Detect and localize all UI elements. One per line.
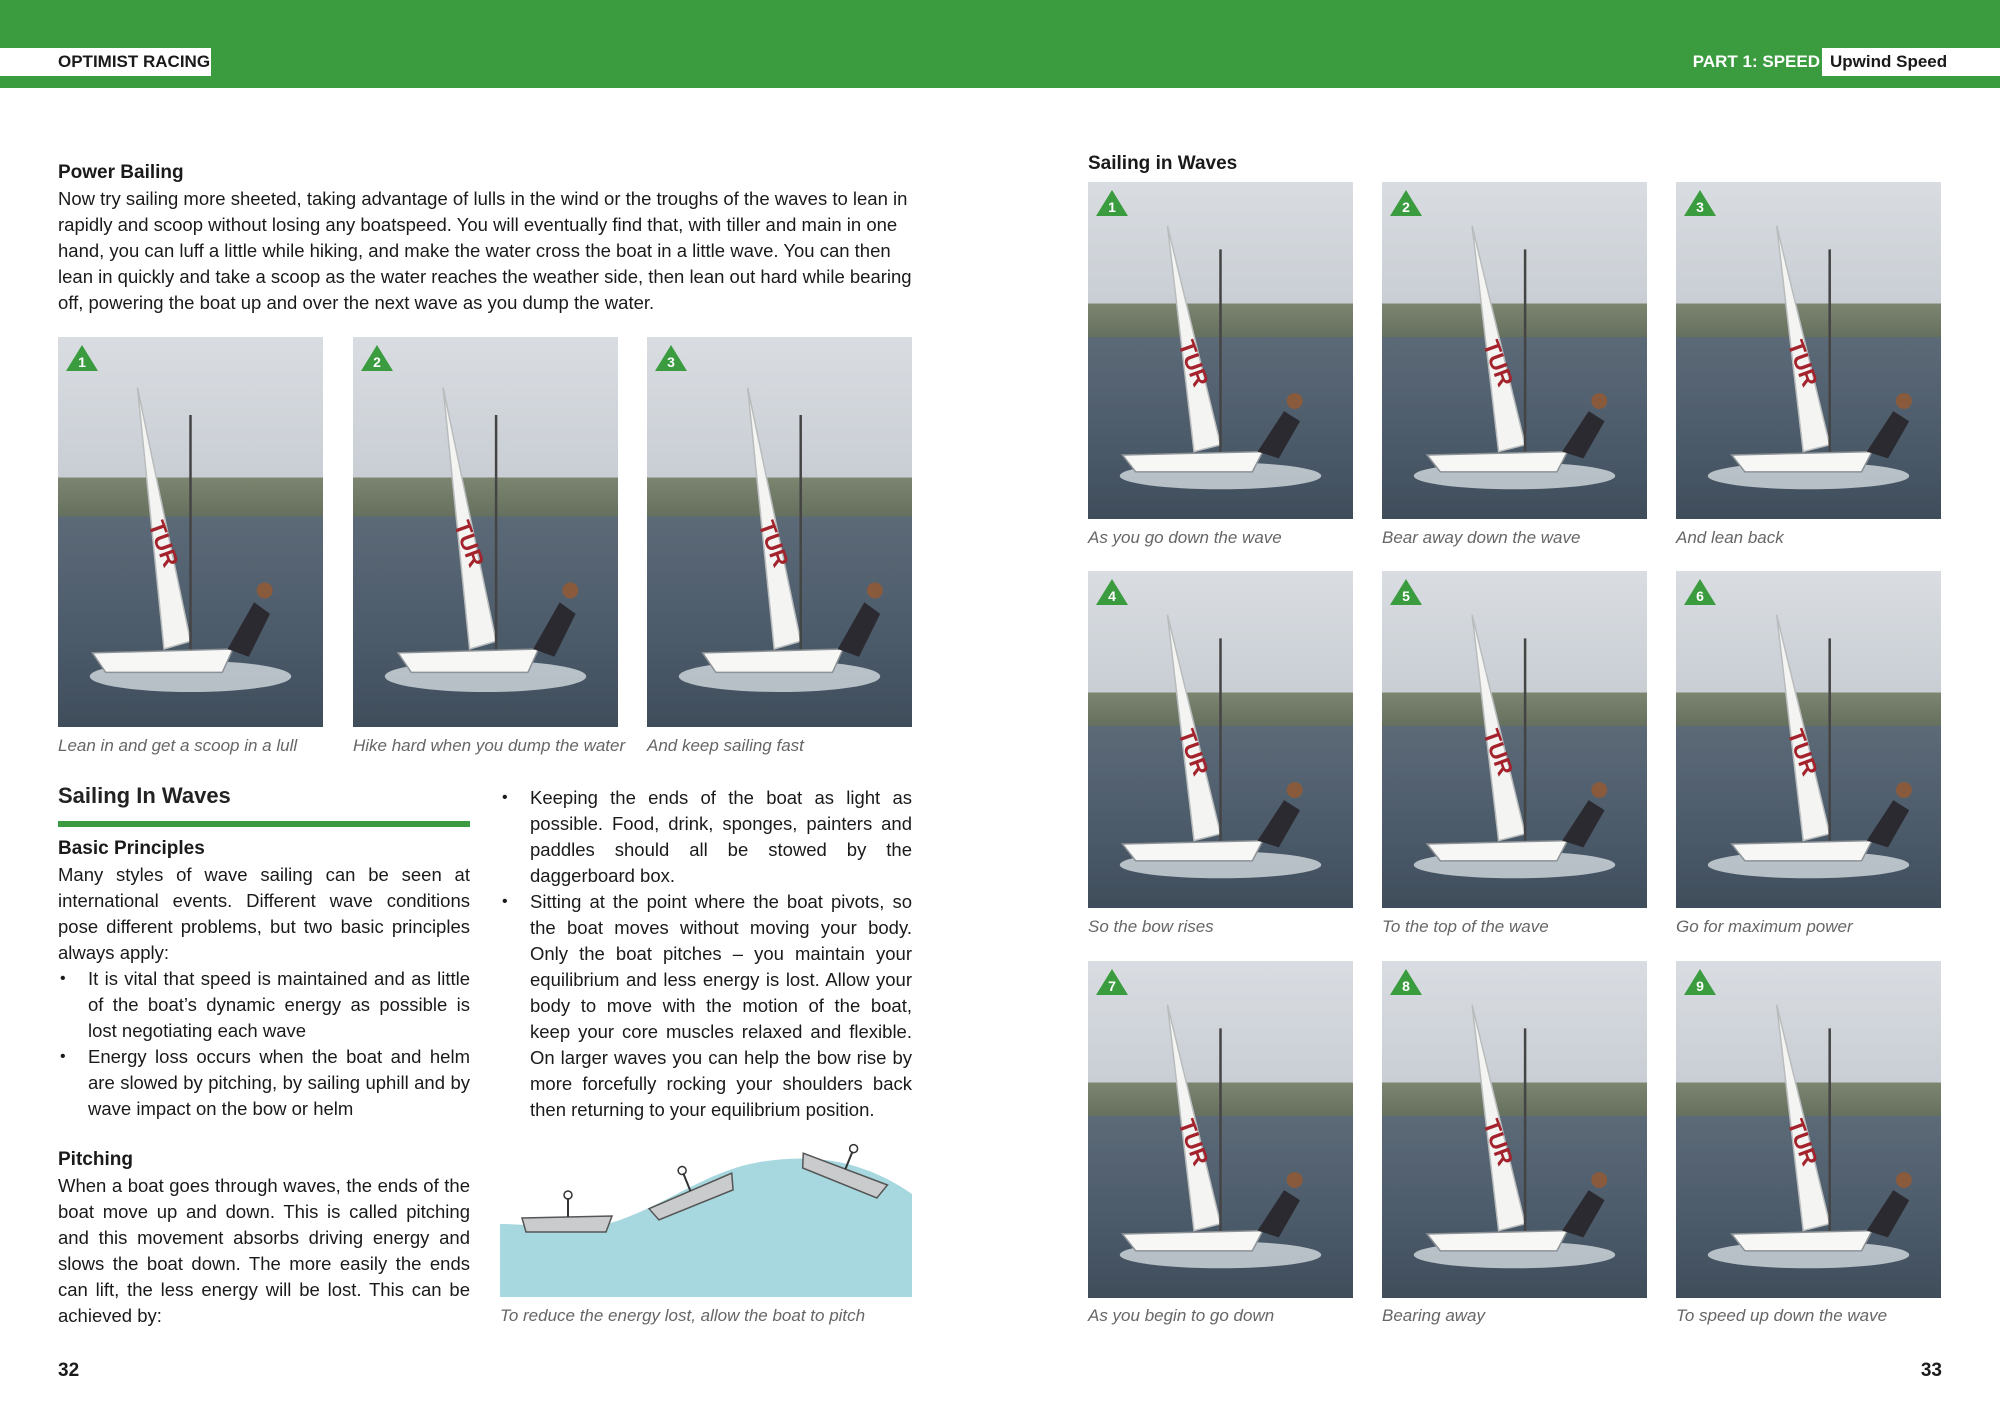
sailor-head <box>867 583 883 599</box>
sailboat-photo <box>647 337 912 727</box>
sailor-head <box>1287 393 1303 409</box>
sailor-head <box>1896 782 1912 798</box>
sailor-body <box>1562 411 1604 458</box>
sailboat-photo <box>1382 571 1647 908</box>
sailing-in-waves-title-wrap <box>58 781 470 811</box>
hull <box>1732 841 1872 861</box>
sailor-body <box>1562 800 1604 847</box>
sailor-body <box>1867 1190 1909 1237</box>
photo-number: 1 <box>78 354 86 370</box>
photo-number: 9 <box>1696 978 1704 994</box>
photo-caption: So the bow rises <box>1088 917 1214 936</box>
sail-number: TUR <box>1478 1115 1519 1169</box>
photo-caption: Lean in and get a scoop in a lull <box>58 736 298 755</box>
sailor-head <box>1591 782 1607 798</box>
pitching-tips-list <box>500 785 912 1123</box>
sailor-body <box>1258 411 1300 458</box>
hull <box>1122 452 1262 472</box>
sailor-head <box>1287 782 1303 798</box>
photo-number: 7 <box>1108 978 1116 994</box>
sail-number: TUR <box>1782 336 1824 390</box>
sail-number: TUR <box>143 517 185 571</box>
photo-caption: Bear away down the wave <box>1382 528 1581 547</box>
pitching-text: When a boat goes through waves, the ends of the boat move up and down. This is called pitching and this movement absorbs driving energy and slows the boat down. The more easily the ends can lift, the less energy will be lost. This can be achieved by: <box>58 1175 470 1326</box>
section-rule <box>58 821 470 827</box>
basic-principles-text: Many styles of wave sailing can be seen at international events. Different wave conditions pose different problems, but two basic principles always apply: <box>58 864 470 963</box>
hull <box>1122 1231 1262 1251</box>
boat-left <box>522 1191 612 1232</box>
list-item: • Keeping the ends of the boat as light as possible. Food, drink, sponges, painters and paddles should all be stowed by the daggerboard box. <box>500 785 912 889</box>
sailor-body <box>1258 1190 1300 1237</box>
photo-caption: And lean back <box>1676 528 1784 547</box>
photo <box>647 337 912 727</box>
photo <box>1676 182 1941 519</box>
photo <box>1382 961 1647 1298</box>
sailboat-photo <box>1088 182 1353 519</box>
sail-number: TUR <box>1478 725 1519 779</box>
photo-caption: Hike hard when you dump the water <box>353 736 626 755</box>
sailor-head <box>1591 1172 1607 1188</box>
power-bailing-text: Now try sailing more sheeted, taking advantage of lulls in the wind or the troughs of the waves to lean in rapidly and scoop without losing any boatspeed. You will eventually find that, with tiller and main in one hand, you can luff a little while hiking, and make the water cross the boat in a little wave. You can then lean in quickly and take a scoop as the water reaches the weather side, then lean out hard while bearing off, powering the boat up and over the next wave as you dump the water. <box>58 188 912 313</box>
photo-number: 1 <box>1108 199 1116 215</box>
principles-list <box>58 966 470 1122</box>
sailor-body <box>533 602 575 657</box>
photo-number: 4 <box>1108 588 1116 604</box>
sailboat-photo <box>1382 961 1647 1298</box>
photo-caption: As you go down the wave <box>1088 528 1282 547</box>
photo-number: 3 <box>1696 199 1704 215</box>
photo <box>353 337 618 727</box>
hull <box>1122 841 1262 861</box>
photo <box>1676 961 1941 1298</box>
sail-number: TUR <box>1782 1115 1824 1169</box>
hull <box>1427 841 1567 861</box>
pitching-diagram <box>500 1140 912 1300</box>
sailor-head <box>1287 1172 1303 1188</box>
section-label: Upwind Speed <box>1822 48 2000 76</box>
page-number-left: 32 <box>58 1360 80 1381</box>
sailboat-photo <box>58 337 323 727</box>
sailboat-photo <box>1088 571 1353 908</box>
sail-number: TUR <box>1173 336 1215 390</box>
sail-number: TUR <box>1782 725 1824 779</box>
sailboat-photo <box>353 337 618 727</box>
sailboat-photo <box>1676 961 1941 1298</box>
sail-number: TUR <box>449 517 490 571</box>
power-bailing-section <box>58 160 913 316</box>
book-title: OPTIMIST RACING <box>0 48 211 76</box>
photo-caption: To speed up down the wave <box>1676 1306 1888 1325</box>
sailboat-photo <box>1088 961 1353 1298</box>
sailor-body <box>228 602 270 657</box>
sailor-body <box>1867 800 1909 847</box>
hull <box>1732 452 1872 472</box>
power-bailing-heading: Power Bailing <box>58 162 184 183</box>
photo <box>1088 182 1353 519</box>
sailboat-photo <box>1382 182 1647 519</box>
list-item: • Energy loss occurs when the boat and helm are slowed by pitching, by sailing uphill and by wave impact on the bow or helm <box>58 1044 470 1122</box>
sailboat-photo <box>1676 182 1941 519</box>
hull <box>1732 1231 1872 1251</box>
pitching-section <box>58 1147 470 1329</box>
photo-caption: As you begin to go down <box>1088 1306 1275 1325</box>
photo-caption: Bearing away <box>1382 1306 1486 1325</box>
sailing-in-waves-heading: Sailing in Waves <box>1088 153 1238 174</box>
photo <box>1382 182 1647 519</box>
sailor-body <box>1562 1190 1604 1237</box>
photo <box>58 337 323 727</box>
photo-number: 3 <box>667 354 675 370</box>
list-item: • It is vital that speed is maintained and as little of the boat’s dynamic energy as possible is lost negotiating each wave <box>58 966 470 1044</box>
photo-number: 6 <box>1696 588 1704 604</box>
photo-number: 5 <box>1402 588 1410 604</box>
photo-caption: To the top of the wave <box>1382 917 1549 936</box>
hull <box>703 649 843 672</box>
basic-principles-heading: Basic Principles <box>58 838 205 859</box>
sailboat-photo <box>1676 571 1941 908</box>
photo <box>1382 571 1647 908</box>
photo-caption: And keep sailing fast <box>647 736 804 755</box>
diagram-caption: To reduce the energy lost, allow the boat to pitch <box>500 1306 866 1325</box>
sailor-head <box>1591 393 1607 409</box>
photo-number: 8 <box>1402 978 1410 994</box>
sailor-body <box>1258 800 1300 847</box>
sail-number: TUR <box>1173 725 1215 779</box>
hull <box>398 649 538 672</box>
photo-caption: Go for maximum power <box>1676 917 1853 936</box>
sail-number: TUR <box>753 517 795 571</box>
photo <box>1676 571 1941 908</box>
sailor-head <box>257 583 273 599</box>
photo <box>1088 571 1353 908</box>
pitching-heading: Pitching <box>58 1149 133 1170</box>
page-number-right: 33 <box>1920 1360 1942 1381</box>
basic-principles-section <box>58 836 470 1122</box>
sailor-head <box>1896 393 1912 409</box>
section-title: Sailing In Waves <box>58 783 231 808</box>
sailor-body <box>838 602 880 657</box>
hull <box>92 649 232 672</box>
hull <box>1427 1231 1567 1251</box>
photo-number: 2 <box>1402 199 1410 215</box>
sailor-head <box>1896 1172 1912 1188</box>
sailor-head <box>562 583 578 599</box>
sailor-body <box>1867 411 1909 458</box>
sail-number: TUR <box>1478 336 1519 390</box>
pitching-tips <box>500 785 912 1123</box>
hull <box>1427 452 1567 472</box>
sail-number: TUR <box>1173 1115 1215 1169</box>
photo-number: 2 <box>373 354 381 370</box>
list-item: • Sitting at the point where the boat pivots, so the boat moves without moving your body. Only the boat pitches – you maintain your equilibrium and less energy is lost. Allow your body to move with the motion of the boat, keep your core muscles relaxed and flexible. On larger waves you can help the bow rise by more forcefully rocking your shoulders back then returning to your equilibrium position. <box>500 889 912 1123</box>
photo <box>1088 961 1353 1298</box>
part-label: PART 1: SPEED <box>1692 52 1820 71</box>
